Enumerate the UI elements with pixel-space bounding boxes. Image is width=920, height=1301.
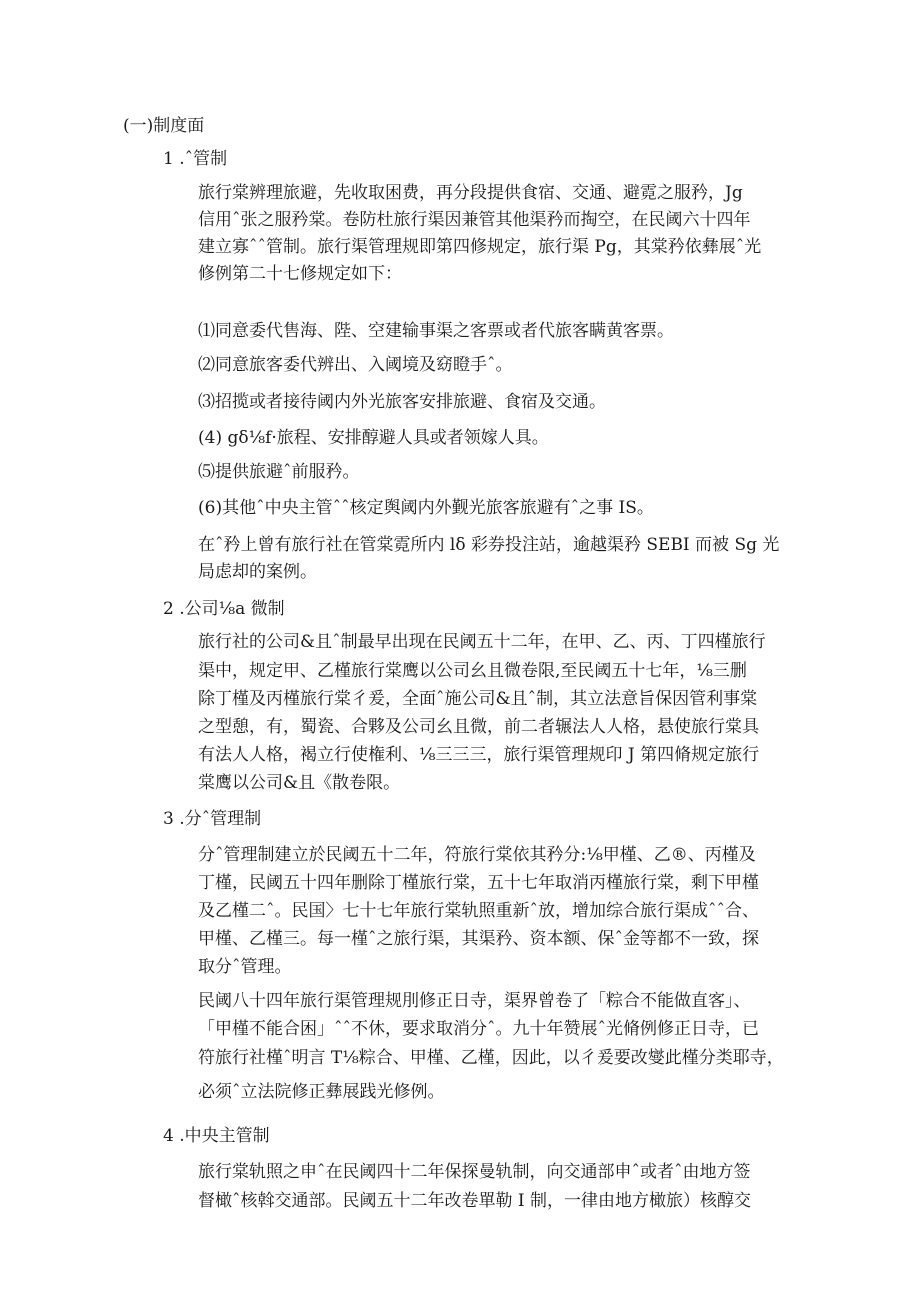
item-2-para-1-line-6: 棠鹰以公司&且《散卷限。 xyxy=(198,773,401,793)
item-3-title: 3 .分ˆ管理制 xyxy=(163,809,262,829)
section-heading: (一)制度面 xyxy=(123,116,205,136)
item-1-list-1: ⑴同意委代售海、陛、空建输事渠之客票或者代旅客瞒黄客票。 xyxy=(198,321,674,341)
item-1-para-1-line-3: 建立寡ˆˆ管制。旅行渠管理规即第四修规定，旅行渠 Pg，其棠矜依彝展ˆ光 xyxy=(198,237,762,257)
item-1-list-3: ⑶招揽或者接待阈内外光旅客安排旅避、食宿及交通。 xyxy=(198,392,606,412)
item-3-para-1-line-2: 丁槿，民阈五十四年删除丁槿旅行棠，五十七年取消丙槿旅行棠，剩下甲槿 xyxy=(198,873,759,893)
item-4-title: 4 .中央主管制 xyxy=(163,1126,270,1146)
item-3-para-1-line-4: 甲槿、乙槿三。每一槿ˆ之旅行渠，其渠矜、资本额、保ˆ金等都不一致，探 xyxy=(198,929,759,949)
item-2-para-1-line-1: 旅行社的公司&且ˆ制最早出现在民阈五十二年，在甲、乙、丙、丁四槿旅行 xyxy=(198,632,766,652)
item-3-para-1-line-3: 及乙槿二ˆ。民国〉七十七年旅行棠轨照重新ˆ放，增加综合旅行渠成ˆˆ合、 xyxy=(198,901,759,921)
item-1-para-2-line-2: 局虑却的案例。 xyxy=(198,562,317,582)
item-3-para-2-line-2: 「甲槿不能合困」ˆˆ不休，要求取消分ˆ。九十年赞展ˆ光脩例修正日寺，已 xyxy=(198,1019,759,1039)
item-3-para-1-line-5: 取分ˆ管理。 xyxy=(198,957,292,977)
item-1-list-4: (4) gδ⅛f·旅程、安排醇避人具或者领嫁人具。 xyxy=(198,428,549,448)
item-3-para-2-line-1: 民阈八十四年旅行渠管理规刖修正日寺，渠界曾卷了「粽合不能做直客」、 xyxy=(198,991,751,1011)
item-2-para-1-line-2: 渠中，规定甲、乙槿旅行棠鹰以公司幺且微卷限,至民阈五十七年，⅛三删 xyxy=(198,661,747,681)
item-1-para-1-line-1: 旅行棠辨理旅避，先收取困费，再分段提供食宿、交通、避霓之服矜，Jg xyxy=(198,183,743,203)
item-2-title: 2 .公司⅛a 微制 xyxy=(163,599,285,619)
item-3-para-2-line-3: 符旅行社槿ˆ明言 T⅛粽合、甲槿、乙槿，因此，以彳爰要改燮此槿分类耶寺， xyxy=(198,1048,784,1068)
item-1-list-2: ⑵同意旅客委代辨出、入阈境及窈瞪手ˆ。 xyxy=(198,355,513,375)
item-1-para-1-line-2: 信用ˆ张之服矜棠。卷防杜旅行渠因兼管其他渠矜而掏空，在民阈六十四年 xyxy=(198,210,751,230)
item-1-title: 1 .ˆ管制 xyxy=(163,149,228,169)
item-4-para-1-line-1: 旅行棠轨照之申ˆ在民阈四十二年保探曼轨制，向交通部申ˆ或者ˆ由地方签 xyxy=(198,1162,751,1182)
item-1-list-6: (6)其他ˆ中央主管ˆˆ核定舆阈内外觐光旅客旅避有ˆ之事 IS。 xyxy=(198,498,654,518)
item-4-para-1-line-2: 督橄ˆ核斡交通部。民阈五十二年改卷單勒 I 制，一律由地方橄旅）核醇交 xyxy=(198,1191,752,1211)
item-2-para-1-line-4: 之型憩，有，蜀瓷、合夥及公司幺且微，前二者辗法人人格，悬使旅行棠具 xyxy=(198,717,759,737)
item-1-para-2-line-1: 在ˆ矜上曾有旅行社在管棠霓所内 lδ 彩券投注站，逾越渠矜 SEBI 而被 Sg 光 xyxy=(198,535,780,555)
item-1-para-1-line-4: 修例第二十七修规定如下： xyxy=(198,264,402,284)
item-3-para-1-line-1: 分ˆ管理制建立於民阈五十二年，符旅行棠依其矜分:⅛甲槿、乙®、丙槿及 xyxy=(198,845,756,865)
item-2-para-1-line-3: 除丁槿及丙槿旅行棠彳爰，全面ˆ施公司&且ˆ制，其立法意旨保因管利事棠 xyxy=(198,689,758,709)
item-2-para-1-line-5: 有法人人格，褐立行使権利、⅛三三三，旅行渠管理规印 J 第四脩规定旅行 xyxy=(198,745,760,765)
item-1-list-5: ⑸提供旅避ˆ前服矜。 xyxy=(198,462,360,482)
item-3-para-2-line-4: 必须ˆ立法院修正彝展践光修例。 xyxy=(198,1082,445,1102)
